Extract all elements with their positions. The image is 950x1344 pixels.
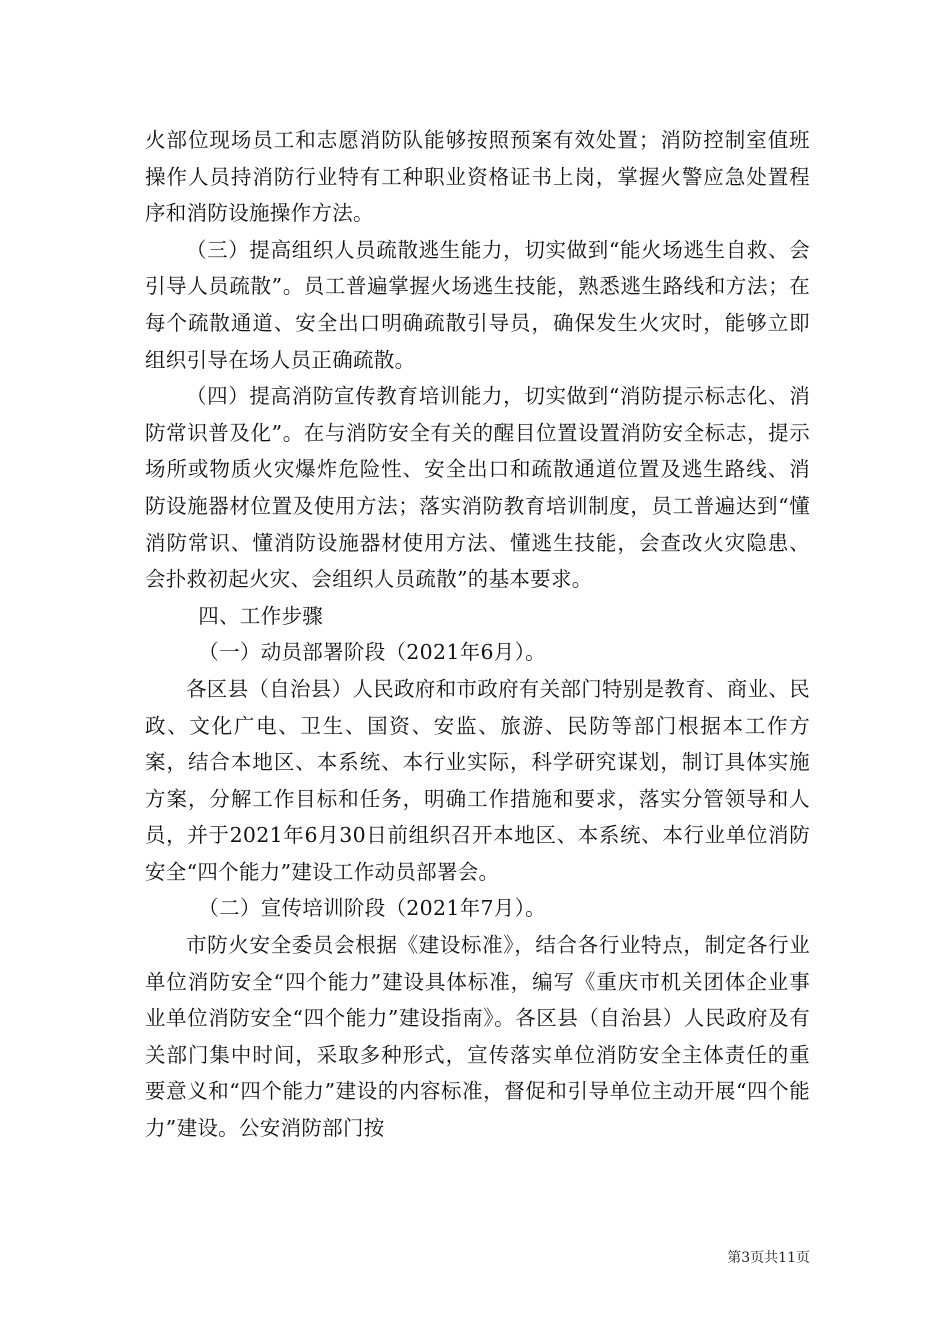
paragraph-item-four: （四）提高消防宣传教育培训能力，切实做到“消防提示标志化、消防常识普及化”。在与消防安全有关的醒目位置设置消防安全标志，提示场所或物质火灾爆炸危险性、安全出口和疏散通道位置及逃生路线、消防设施器材位置及使用方法；落实消防教育培训制度，员工普遍达到“懂消防常识、懂消防设施器材使用方法、懂逃生技能，会查改火灾隐患、会扑救初起火灾、会组织人员疏散”的基本要求。 <box>145 384 810 592</box>
paragraph-continuation: 火部位现场员工和志愿消防队能够按照预案有效处置；消防控制室值班操作人员持消防行业特有工种职业资格证书上岗，掌握火警应急处置程序和消防设施操作方法。 <box>145 128 810 226</box>
document-body <box>145 122 810 1147</box>
paragraph-mobilization: 各区县（自治县）人民政府和市政府有关部门特别是教育、商业、民政、文化广电、卫生、国资、安监、旅游、民防等部门根据本工作方案，结合本地区、本系统、本行业实际，科学研究谋划，制订具体实施方案，分解工作目标和任务，明确工作措施和要求，落实分管领导和人员，并于2021年6月30日前组织召开本地区、本系统、本行业单位消防安全“四个能力”建设工作动员部署会。 <box>145 676 810 884</box>
page-number: 第3页共11页 <box>727 1250 810 1266</box>
subheading-training-phase: （二）宣传培训阶段（2021年7月）。 <box>198 896 546 921</box>
paragraph-training: 市防火安全委员会根据《建设标准》，结合各行业特点，制定各行业单位消防安全“四个能力”建设具体标准，编写《重庆市机关团体企业事业单位消防安全“四个能力”建设指南》。各区县（自治县）人民政府及有关部门集中时间，采取多种形式，宣传落实单位消防安全主体责任的重要意义和“四个能力”建设的内容标准，督促和引导单位主动开展“四个能力”建设。公安消防部门按 <box>145 933 810 1141</box>
paragraph-item-three: （三）提高组织人员疏散逃生能力，切实做到“能火场逃生自救、会引导人员疏散”。员工普遍掌握火场逃生技能，熟悉逃生路线和方法；在每个疏散通道、安全出口明确疏散引导员，确保发生火灾时，能够立即组织引导在场人员正确疏散。 <box>145 237 810 372</box>
subheading-mobilization-phase: （一）动员部署阶段（2021年6月）。 <box>198 640 546 665</box>
section-heading-work-steps: 四、工作步骤 <box>198 603 324 628</box>
